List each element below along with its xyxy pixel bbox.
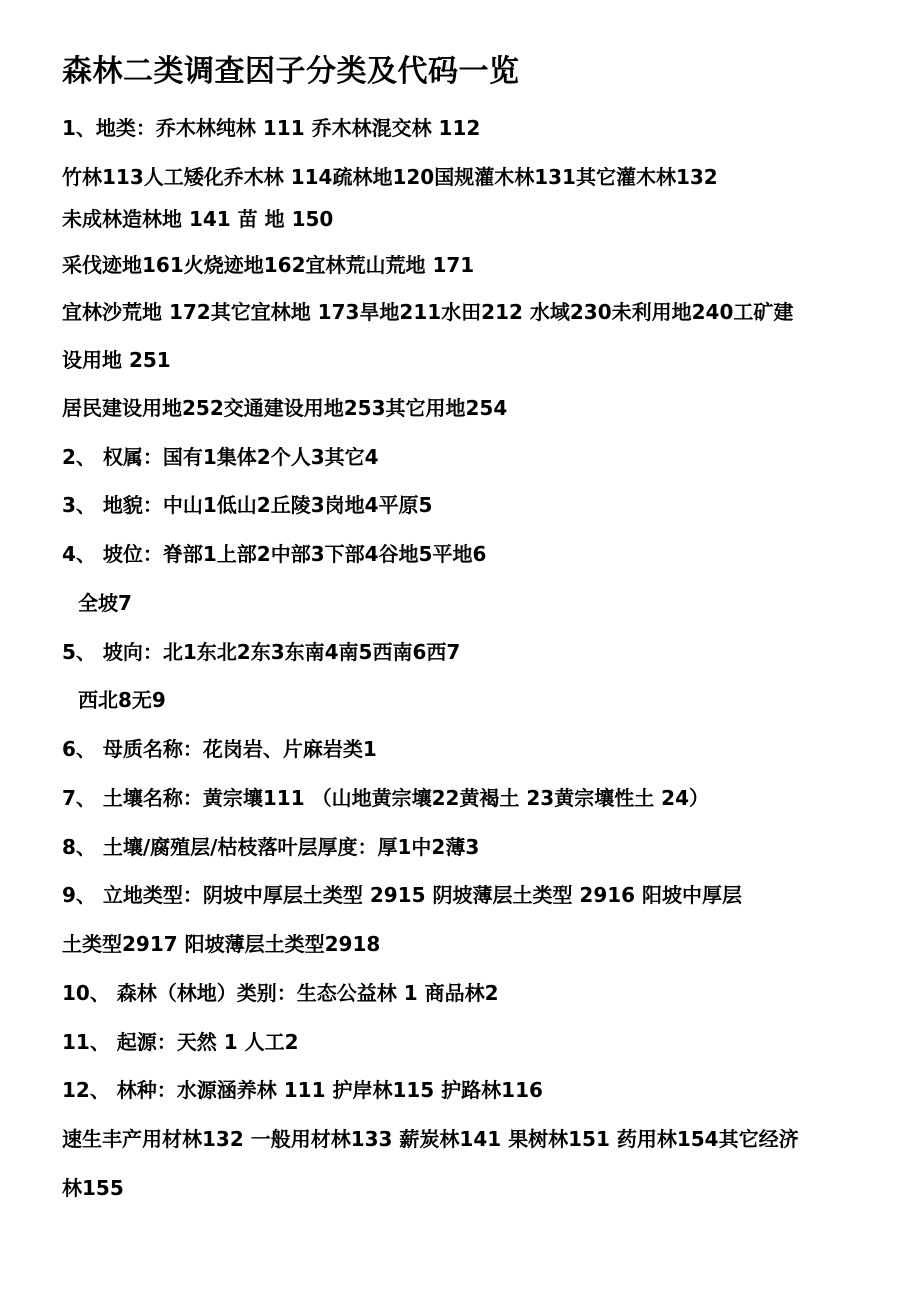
page-title: 森林二类调查因子分类及代码一览 xyxy=(62,54,520,89)
text-line-6: 设用地 251 xyxy=(62,348,171,372)
text-line-9: 3、 地貌：中山1低山2丘陵3岗地4平原5 xyxy=(62,493,433,517)
text-line-17: 9、 立地类型：阴坡中厚层土类型 2915 阴坡薄层土类型 2916 阳坡中厚层 xyxy=(62,883,743,907)
text-line-23: 林155 xyxy=(62,1176,124,1200)
text-line-18: 土类型2917 阳坡薄层土类型2918 xyxy=(62,932,381,956)
text-line-10: 4、 坡位：脊部1上部2中部3下部4谷地5平地6 xyxy=(62,542,487,566)
text-line-2: 竹林113人工矮化乔木林 114疏林地120国规灌木林131其它灌木林132 xyxy=(62,165,718,189)
text-line-4: 采伐迹地161火烧迹地162宜林荒山荒地 171 xyxy=(62,253,475,277)
text-line-19: 10、 森林（林地）类别：生态公益林 1 商品林2 xyxy=(62,981,499,1005)
text-line-11: 全坡7 xyxy=(78,591,132,615)
text-line-12: 5、 坡向：北1东北2东3东南4南5西南6西7 xyxy=(62,640,461,664)
text-line-5: 宜林沙荒地 172其它宜林地 173旱地211水田212 水域230未利用地240工矿建 xyxy=(62,300,794,324)
text-line-20: 11、 起源：天然 1 人工2 xyxy=(62,1030,299,1054)
text-line-15: 7、 土壤名称：黄宗壤111 （山地黄宗壤22黄褐土 23黄宗壤性土 24） xyxy=(62,786,710,810)
text-line-16: 8、 土壤/腐殖层/枯枝落叶层厚度：厚1中2薄3 xyxy=(62,835,480,859)
text-line-13: 西北8无9 xyxy=(78,688,166,712)
text-line-22: 速生丰产用材林132 一般用材林133 薪炭林141 果树林151 药用林154其它经济 xyxy=(62,1127,799,1151)
text-line-8: 2、 权属：国有1集体2个人3其它4 xyxy=(62,445,379,469)
text-line-3: 未成林造林地 141 苗 地 150 xyxy=(62,207,334,231)
text-line-21: 12、 林种：水源涵养林 111 护岸林115 护路林116 xyxy=(62,1078,543,1102)
text-line-1: 1、地类：乔木林纯林 111 乔木林混交林 112 xyxy=(62,116,481,140)
text-line-7: 居民建设用地252交通建设用地253其它用地254 xyxy=(62,396,508,420)
text-line-14: 6、 母质名称：花岗岩、片麻岩类1 xyxy=(62,737,377,761)
